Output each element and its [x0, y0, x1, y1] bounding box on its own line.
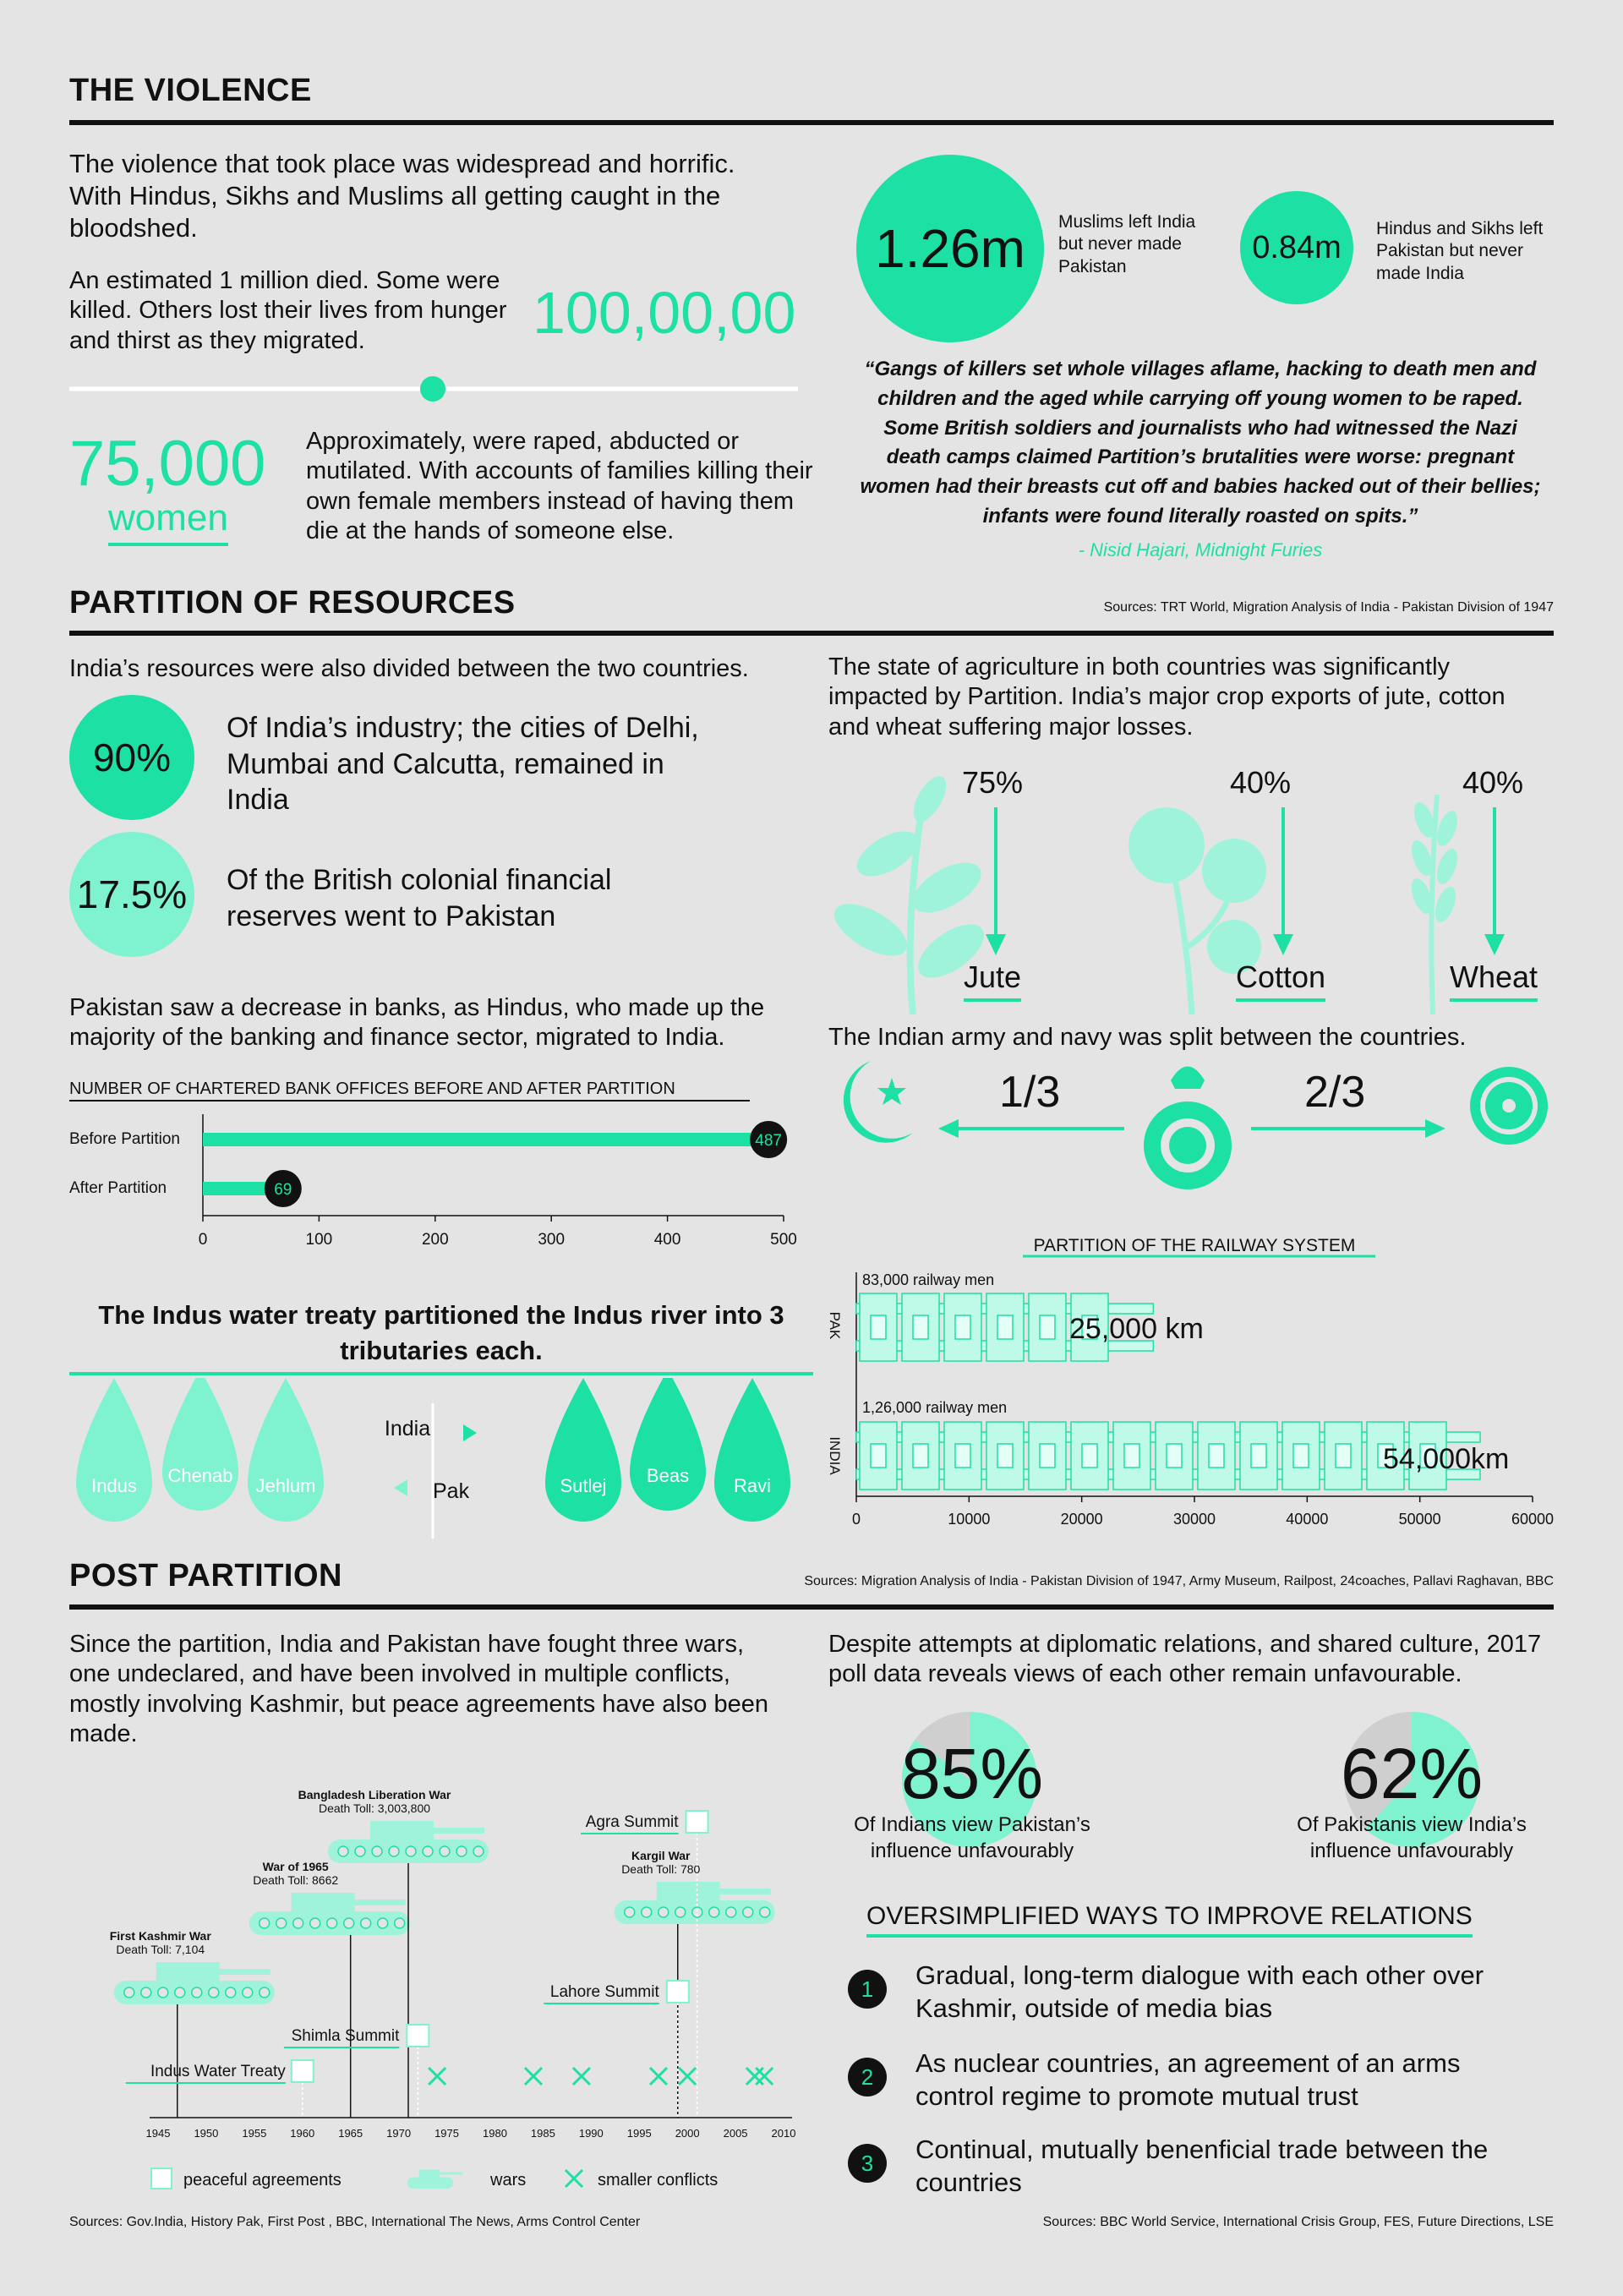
x-tick-label: 50000 [1398, 1511, 1441, 1528]
way-number-2: 2 [848, 2058, 887, 2096]
war-name: First Kashmir War [109, 1929, 211, 1943]
legend-peace-icon [151, 2168, 172, 2189]
river-name-indus: Indus [91, 1475, 137, 1496]
river-drop-ravi [714, 1378, 790, 1522]
river-name-jehlum: Jehlum [255, 1475, 316, 1496]
way-text-3: Continual, mutually benenficial trade between the countries [915, 2135, 1489, 2197]
river-drop-jehlum [248, 1378, 324, 1522]
ways-title: OVERSIMPLIFIED WAYS TO IMPROVE RELATIONS [866, 1902, 1473, 1938]
river-drops [59, 1378, 820, 1547]
tank-icon [615, 1882, 775, 1924]
x-tick-label: 100 [305, 1231, 333, 1249]
agreement-name: Agra Summit [585, 1813, 679, 1831]
bar-label-before: Before Partition [69, 1130, 180, 1148]
sources-left: Sources: Gov.India, History Pak, First Post , BBC, International The News, Arms Control Center [69, 2215, 641, 2229]
legend-tank-icon [407, 2170, 462, 2189]
agreement-icon [407, 2025, 429, 2047]
bar-before [203, 1133, 768, 1146]
reserves-circle [69, 832, 194, 957]
legend-conflicts: smaller conflicts [598, 2171, 719, 2189]
tank-icon [249, 1893, 410, 1935]
x-tick-label: 200 [421, 1231, 449, 1249]
resources-sources: Sources: TRT World, Migration Analysis of India - Pakistan Division of 1947 [1103, 600, 1554, 615]
crop-name-cotton: Cotton [1236, 959, 1325, 1002]
legend-cross-icon [566, 2170, 582, 2187]
war-toll: Death Toll: 780 [621, 1862, 701, 1876]
river-name-ravi: Ravi [733, 1475, 772, 1496]
cross-icon [746, 2068, 763, 2085]
post-sources: Sources: Migration Analysis of India - Pakistan Division of 1947, Army Museum, Railpost, 24coaches, Pallavi Raghavan, BBC [804, 1574, 1554, 1588]
war-name: Kargil War [631, 1849, 691, 1862]
crop-name-jute: Jute [964, 959, 1021, 1002]
muslims-circle [856, 155, 1044, 342]
right-arrow-icon [1251, 1119, 1445, 1138]
railway-annotation-india: 1,26,000 railway men [862, 1399, 1008, 1416]
crescent-star-icon [824, 1057, 926, 1150]
women-text: Approximately, were raped, abducted or mutilated. With accounts of families killing their own female members instead of having them die at the hands of someone else. [306, 428, 813, 545]
timeline-tick-label: 1995 [626, 2127, 652, 2140]
agreement-name: Indus Water Treaty [150, 2063, 286, 2080]
section-rule [69, 1604, 1554, 1610]
crop-pct-cotton: 40% [1230, 765, 1292, 800]
army-crest-icon [1124, 1057, 1251, 1192]
cross-icon [525, 2068, 542, 2085]
army-text: The Indian army and navy was split between the countries. [828, 1024, 1467, 1051]
war-name: Bangladesh Liberation War [298, 1788, 451, 1801]
river-drop-beas [630, 1378, 706, 1511]
railway-x-ticks [852, 1496, 1554, 1528]
way-text-2: As nuclear countries, an agreement of an arms control regime to promote mutual trust [915, 2048, 1461, 2111]
cross-icon [756, 2068, 773, 2085]
railway-value-pak: 25,000 km [1069, 1313, 1204, 1345]
river-name-beas: Beas [646, 1465, 690, 1486]
died-number: 100,00,00 [533, 280, 796, 346]
x-tick-label: 500 [770, 1231, 797, 1249]
pak-arrow-icon [394, 1479, 407, 1496]
agreement-item [126, 2060, 314, 2118]
industry-circle [69, 695, 194, 820]
agreement-icon [667, 1981, 689, 2003]
down-arrow-icon [1484, 807, 1505, 955]
cross-icon [679, 2068, 696, 2085]
pak-pct: 62% [1340, 1734, 1484, 1813]
quote: “Gangs of killers set whole villages aflame, hacking to death men and children and the aged while carrying off young women to be raped. Some British soldiers and journalists who had witnessed the Nazi death camps claimed Partition’s brutalities were worse: pregnant women had their breasts cut off and babies hacked out of their bellies; infants were found literally roasted on spits.” [860, 358, 1541, 528]
cross-icon [650, 2068, 667, 2085]
muslims-text: Muslims left India but never made Pakistan [1058, 212, 1196, 276]
reserves-text: Of the British colonial financial reserves went to Pakistan [227, 864, 612, 932]
railway-chart [812, 1226, 1572, 1543]
river-drop-chenab [162, 1378, 238, 1511]
india-poll-text: Of Indians view Pakistan’s influence unfavourably [854, 1813, 1090, 1863]
legend-peace: peaceful agreements [183, 2171, 342, 2189]
x-tick-label: 40000 [1286, 1511, 1329, 1528]
agreement-icon [292, 2060, 314, 2082]
timeline-ticks [146, 2127, 796, 2140]
ashoka-chakra-icon [1467, 1063, 1551, 1148]
timeline-tick-label: 1945 [145, 2127, 171, 2140]
resources-intro: India’s resources were also divided between the two countries. [69, 655, 749, 682]
crop-arrows [930, 807, 1522, 959]
war-name: War of 1965 [262, 1860, 329, 1873]
x-tick-label: 60000 [1511, 1511, 1555, 1528]
india-arrow-icon [463, 1424, 477, 1441]
war-item [110, 1929, 275, 2118]
agreement-item [544, 1981, 689, 2118]
x-tick-label: 300 [538, 1231, 566, 1249]
railway-chart-title: PARTITION OF THE RAILWAY SYSTEM [1033, 1236, 1356, 1255]
timeline-tick-label: 2005 [723, 2127, 748, 2140]
cross-icon [573, 2068, 590, 2085]
timeline-tick-label: 2000 [675, 2127, 700, 2140]
river-drop-sutlej [545, 1378, 621, 1522]
india-pct: 85% [900, 1734, 1044, 1813]
women-number: 75,000 [69, 428, 266, 500]
river-drop-indus [76, 1378, 152, 1522]
hindus-number: 0.84m [1252, 229, 1342, 265]
down-arrow-icon [986, 807, 1006, 955]
hindus-text: Hindus and Sikhs left Pakistan but never made India [1376, 219, 1544, 283]
divider-slider [69, 376, 798, 402]
timeline-tick-label: 1965 [338, 2127, 363, 2140]
x-tick-label: 10000 [948, 1511, 991, 1528]
section-rule [69, 120, 1554, 125]
india-label: India [384, 1417, 431, 1440]
agreement-name: Shimla Summit [291, 2027, 400, 2045]
war-toll: Death Toll: 8662 [253, 1873, 339, 1887]
timeline-tick-label: 1975 [434, 2127, 459, 2140]
timeline-tick-label: 2010 [771, 2127, 796, 2140]
x-tick-label: 400 [653, 1231, 681, 1249]
crop-name-wheat: Wheat [1450, 959, 1538, 1002]
hindus-circle [1240, 191, 1353, 304]
timeline-tick-label: 1990 [578, 2127, 604, 2140]
bar-value-after: 69 [274, 1181, 292, 1199]
poll-text: Despite attempts at diplomatic relations, and shared culture, 2017 poll data reveals views of each other remain unfavourable. [828, 1631, 1542, 1688]
timeline-tick-label: 1950 [194, 2127, 219, 2140]
agri-text: The state of agriculture in both countries was significantly impacted by Partition. India’s major crop exports of jute, cotton and wheat suffering major losses. [828, 653, 1506, 741]
war-item [298, 1788, 489, 2118]
left-arrow-icon [938, 1119, 1124, 1138]
cross-icon [429, 2068, 445, 2085]
section-title-resources: PARTITION OF RESOURCES [69, 585, 516, 620]
agreement-icon [686, 1811, 708, 1833]
way-number-3: 3 [848, 2144, 887, 2183]
x-tick-label: 20000 [1060, 1511, 1103, 1528]
section-title-violence: THE VIOLENCE [69, 73, 312, 108]
timeline-tick-label: 1980 [483, 2127, 507, 2140]
x-tick-label: 0 [851, 1511, 861, 1528]
x-tick-label: 0 [198, 1231, 208, 1249]
sources-right: Sources: BBC World Service, International Crisis Group, FES, Future Directions, LSE [1042, 2215, 1554, 2229]
railway-cat-pak: PAK [827, 1311, 843, 1340]
banks-text: Pakistan saw a decrease in banks, as Hindus, who made up the majority of the banking and finance sector, migrated to India. [69, 994, 765, 1052]
army-pak-share: 1/3 [999, 1068, 1061, 1117]
river-name-sutlej: Sutlej [560, 1475, 607, 1496]
timeline-tick-label: 1970 [386, 2127, 412, 2140]
section-title-post: POST PARTITION [69, 1558, 342, 1594]
war-toll: Death Toll: 7,104 [116, 1943, 205, 1956]
railway-cat-india: INDIA [827, 1436, 843, 1475]
tank-icon [328, 1821, 489, 1863]
timeline-tick-label: 1960 [290, 2127, 315, 2140]
timeline-tick-label: 1955 [242, 2127, 267, 2140]
army-india-share: 2/3 [1304, 1068, 1366, 1117]
indus-title: The Indus water treaty partitioned the Indus river into 3 tributaries each. [69, 1298, 813, 1375]
section-rule [69, 631, 1554, 636]
women-label: women [108, 497, 228, 546]
agreement-name: Lahore Summit [549, 1983, 659, 2001]
down-arrow-icon [1273, 807, 1293, 955]
conflict-timeline [69, 1746, 830, 2211]
bank-x-ticks [199, 1216, 797, 1249]
river-name-chenab: Chenab [167, 1465, 233, 1486]
crop-pct-wheat: 40% [1462, 765, 1524, 800]
died-text: An estimated 1 million died. Some were killed. Others lost their lives from hunger and thirst as they migrated. [69, 267, 507, 354]
bar-label-after: After Partition [69, 1179, 167, 1197]
pak-poll-text: Of Pakistanis view India’s influence unfavourably [1297, 1813, 1527, 1863]
way-number-1: 1 [848, 1970, 887, 2009]
bank-chart [69, 1072, 813, 1254]
railway-value-india: 54,000km [1383, 1443, 1510, 1475]
bar-value-before: 487 [755, 1132, 782, 1150]
reserves-pct: 17.5% [76, 872, 188, 916]
legend-wars: wars [490, 2171, 527, 2189]
way-text-1: Gradual, long-term dialogue with each other over Kashmir, outside of media bias [915, 1960, 1484, 2023]
post-intro: Since the partition, India and Pakistan have fought three wars, one undeclared, and have been involved in multiple conflicts, mostly involving Kashmir, but peace agreements have also been made. [69, 1631, 768, 1748]
quote-author: - Nisid Hajari, Midnight Furies [1078, 539, 1323, 560]
tank-icon [114, 1962, 275, 2004]
industry-pct: 90% [92, 735, 172, 779]
war-toll: Death Toll: 3,003,800 [318, 1801, 431, 1815]
industry-text: Of India’s industry; the cities of Delhi, Mumbai and Calcutta, remained in India [227, 712, 699, 816]
bank-chart-title: NUMBER OF CHARTERED BANK OFFICES BEFORE AND AFTER PARTITION [69, 1080, 675, 1098]
violence-intro: The violence that took place was widespread and horrific. With Hindus, Sikhs and Muslims all getting caught in the bloodshed. [69, 149, 735, 243]
pak-label: Pak [433, 1479, 470, 1503]
muslims-number: 1.26m [875, 218, 1025, 279]
crop-pct-jute: 75% [962, 765, 1024, 800]
railway-annotation-pak: 83,000 railway men [862, 1271, 995, 1288]
timeline-items [110, 1788, 775, 2118]
x-tick-label: 30000 [1172, 1511, 1216, 1528]
timeline-tick-label: 1985 [530, 2127, 555, 2140]
